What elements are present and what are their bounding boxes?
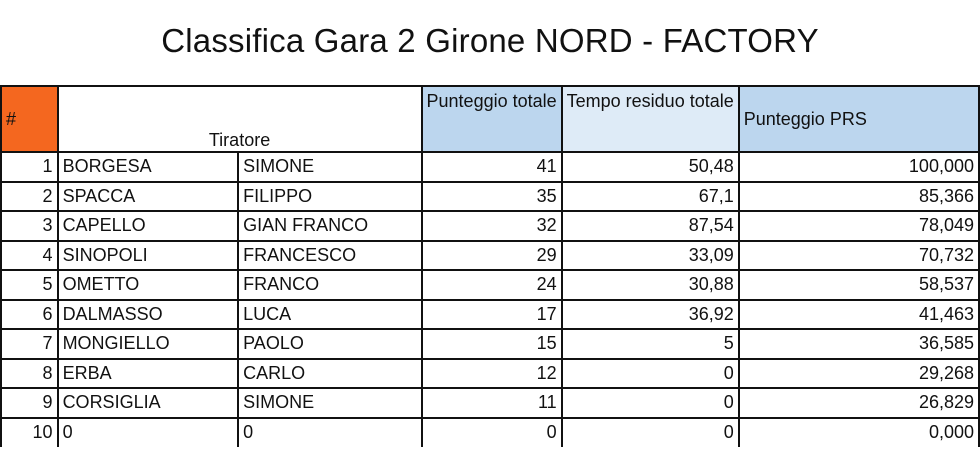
rank-cell: 10 (1, 418, 58, 448)
table-row (1, 241, 979, 271)
remaining-time-header: Tempo residuo totale (562, 86, 739, 152)
table-row (1, 270, 979, 300)
remaining-time-cell: 36,92 (562, 300, 739, 330)
table-row (1, 329, 979, 359)
last-name-cell: ERBA (58, 359, 239, 389)
first-name-cell: FRANCO (238, 270, 421, 300)
first-name-cell: LUCA (238, 300, 421, 330)
table-row (1, 211, 979, 241)
remaining-time-cell: 33,09 (562, 241, 739, 271)
prs-score-cell: 0,000 (739, 418, 979, 448)
table-row (1, 300, 979, 330)
last-name-cell: CORSIGLIA (58, 388, 239, 418)
rank-cell: 8 (1, 359, 58, 389)
prs-score-cell: 78,049 (739, 211, 979, 241)
last-name-cell: SINOPOLI (58, 241, 239, 271)
total-score-cell: 32 (422, 211, 562, 241)
page-title: Classifica Gara 2 Girone NORD - FACTORY (161, 22, 819, 59)
remaining-time-cell: 67,1 (562, 182, 739, 212)
remaining-time-cell: 0 (562, 388, 739, 418)
prs-score-cell: 70,732 (739, 241, 979, 271)
table-body (1, 152, 979, 447)
total-score-header: Punteggio totale (422, 86, 562, 152)
remaining-time-cell: 5 (562, 329, 739, 359)
rank-cell: 5 (1, 270, 58, 300)
first-name-cell: CARLO (238, 359, 421, 389)
table-row (1, 359, 979, 389)
remaining-time-cell: 30,88 (562, 270, 739, 300)
prs-score-cell: 100,000 (739, 152, 979, 182)
last-name-cell: DALMASSO (58, 300, 239, 330)
remaining-time-cell: 50,48 (562, 152, 739, 182)
rank-cell: 9 (1, 388, 58, 418)
total-score-cell: 12 (422, 359, 562, 389)
rank-header: # (1, 86, 58, 152)
rank-cell: 1 (1, 152, 58, 182)
table-row (1, 152, 979, 182)
total-score-cell: 15 (422, 329, 562, 359)
rank-cell: 6 (1, 300, 58, 330)
last-name-cell: OMETTO (58, 270, 239, 300)
remaining-time-cell: 0 (562, 418, 739, 448)
last-name-cell: CAPELLO (58, 211, 239, 241)
table-row (1, 182, 979, 212)
shooter-header: Tiratore (58, 86, 422, 152)
last-name-cell: BORGESA (58, 152, 239, 182)
standings-table (0, 85, 980, 447)
total-score-cell: 0 (422, 418, 562, 448)
table-row (1, 388, 979, 418)
prs-score-cell: 36,585 (739, 329, 979, 359)
total-score-cell: 35 (422, 182, 562, 212)
total-score-cell: 17 (422, 300, 562, 330)
rank-cell: 7 (1, 329, 58, 359)
total-score-cell: 24 (422, 270, 562, 300)
first-name-cell: SIMONE (238, 152, 421, 182)
prs-score-cell: 26,829 (739, 388, 979, 418)
prs-score-cell: 58,537 (739, 270, 979, 300)
prs-score-cell: 85,366 (739, 182, 979, 212)
first-name-cell: FRANCESCO (238, 241, 421, 271)
table-row (1, 418, 979, 448)
total-score-cell: 29 (422, 241, 562, 271)
first-name-cell: 0 (238, 418, 421, 448)
last-name-cell: 0 (58, 418, 239, 448)
rank-cell: 3 (1, 211, 58, 241)
rank-cell: 2 (1, 182, 58, 212)
last-name-cell: SPACCA (58, 182, 239, 212)
total-score-cell: 41 (422, 152, 562, 182)
prs-score-cell: 41,463 (739, 300, 979, 330)
total-score-cell: 11 (422, 388, 562, 418)
rank-cell: 4 (1, 241, 58, 271)
prs-score-cell: 29,268 (739, 359, 979, 389)
first-name-cell: SIMONE (238, 388, 421, 418)
first-name-cell: FILIPPO (238, 182, 421, 212)
header-row (1, 86, 979, 152)
first-name-cell: PAOLO (238, 329, 421, 359)
first-name-cell: GIAN FRANCO (238, 211, 421, 241)
remaining-time-cell: 87,54 (562, 211, 739, 241)
remaining-time-cell: 0 (562, 359, 739, 389)
prs-score-header: Punteggio PRS (739, 86, 979, 152)
last-name-cell: MONGIELLO (58, 329, 239, 359)
